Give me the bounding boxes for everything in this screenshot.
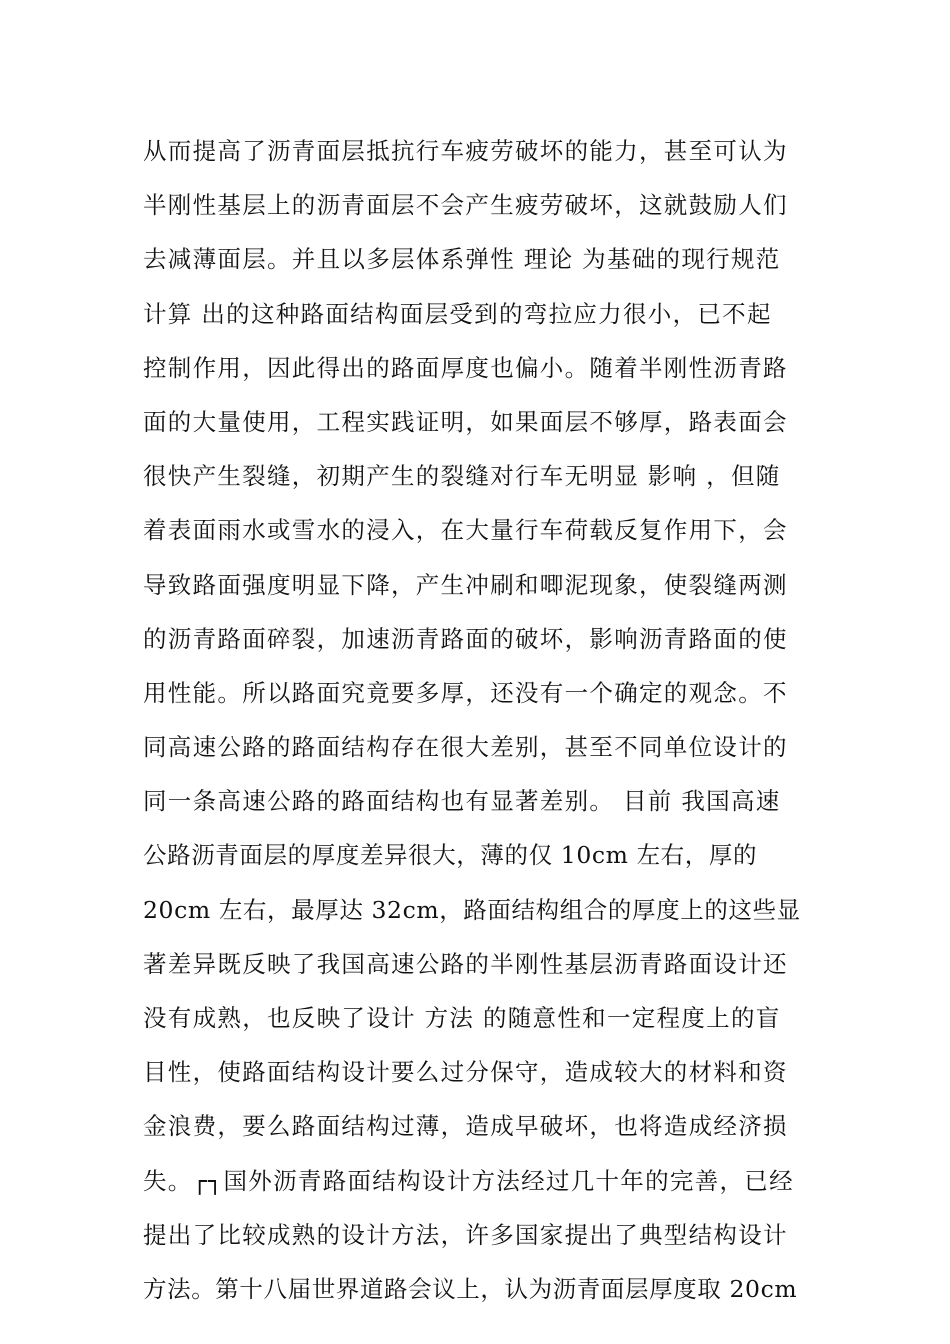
text-line-12: 同高速公路的路面结构存在很大差别，甚至不同单位设计的: [143, 733, 788, 762]
text-line-7: 很快产生裂缝，初期产生的裂缝对行车无明显 影响 ，但随: [143, 462, 781, 491]
text-line-10: 的沥青路面碎裂，加速沥青路面的破坏，影响沥青路面的使: [143, 624, 788, 653]
text-line-20: 失。┌┐国外沥青路面结构设计方法经过几十年的完善，已经: [143, 1166, 794, 1195]
text-line-6: 面的大量使用，工程实践证明，如果面层不够厚，路表面会: [143, 407, 788, 436]
text-line-16: 著差异既反映了我国高速公路的半刚性基层沥青路面设计还: [143, 949, 788, 978]
text-line-15: 20cm 左右，最厚达 32cm，路面结构组合的厚度上的这些显: [143, 895, 801, 924]
text-line-4: 计算 出的这种路面结构面层受到的弯拉应力很小，已不起: [143, 299, 772, 328]
text-line-1: 从而提高了沥青面层抵抗行车疲劳破坏的能力，甚至可认为: [143, 137, 788, 165]
text-line-2: 半刚性基层上的沥青面层不会产生疲劳破坏，这就鼓励人们: [143, 191, 788, 220]
text-line-9: 导致路面强度明显下降，产生冲刷和唧泥现象，使裂缝两测: [143, 570, 788, 599]
text-line-18: 目性，使路面结构设计要么过分保守，造成较大的材料和资: [143, 1058, 788, 1087]
text-line-21: 提出了比较成熟的设计方法，许多国家提出了典型结构设计: [143, 1220, 788, 1249]
text-line-22: 方法。第十八届世界道路会议上，认为沥青面层厚度取 20cm: [143, 1274, 798, 1303]
text-line-11: 用性能。所以路面究竟要多厚，还没有一个确定的观念。不: [143, 678, 788, 707]
body-paragraph: [143, 124, 823, 1316]
text-line-17: 没有成熟，也反映了设计 方法 的随意性和一定程度上的盲: [143, 1004, 781, 1032]
text-line-14: 公路沥青面层的厚度差异很大，薄的仅 10cm 左右，厚的: [143, 841, 758, 870]
text-line-13: 同一条高速公路的路面结构也有显著差别。 目前 我国高速: [143, 787, 781, 816]
text-line-5: 控制作用，因此得出的路面厚度也偏小。随着半刚性沥青路: [143, 353, 788, 382]
text-line-19: 金浪费，要么路面结构过薄，造成早破坏，也将造成经济损: [143, 1112, 788, 1141]
text-line-3: 去减薄面层。并且以多层体系弹性 理论 为基础的现行规范: [143, 245, 781, 274]
text-line-8: 着表面雨水或雪水的浸入，在大量行车荷载反复作用下，会: [143, 516, 788, 545]
